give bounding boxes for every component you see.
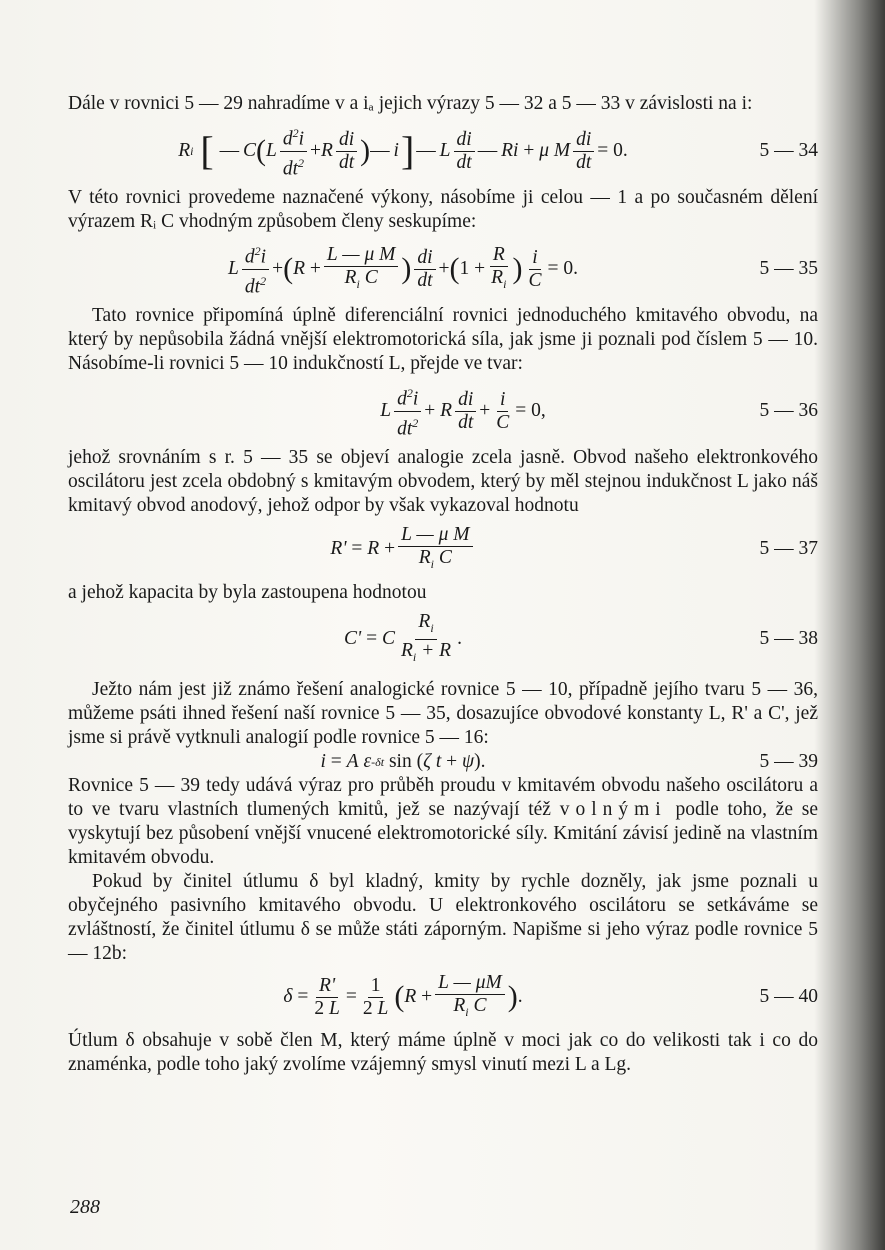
equation-5-35: L $\frac{d^2i}{dt^2}$ + ( R + $\frac{\text{L — μ M}}{R_i C}$ ) $\frac{di}{dt}$ + ( 1 + $\frac{R}{R_i}$ ) $\frac{i}{C}$ = 0. 5 — 35 bbox=[68, 240, 818, 298]
equation-number: 5 — 38 bbox=[759, 628, 818, 650]
page-number: 288 bbox=[70, 1196, 100, 1218]
equation-number: 5 — 37 bbox=[759, 538, 818, 560]
paragraph-8: Pokud by činitel útlumu δ byl kladný, kmity by rychle dozněly, jak jsme poznali u obyčejného pasivního kmitavého obvodu. U elektronkového oscilátoru se setkáváme se zvláštností, že činitel útlumu δ se může státi záporným. Napišme si jeho výraz podle rovnice 5 — 12b: bbox=[68, 870, 818, 964]
equation-5-34: R i [ — C ( L $\frac{d^2i}{dt^2}$ + R $\frac{di}{dt}$ ) — i ] — L $\frac{di}{dt}$ — Ri + μ M $\frac{di}{dt}$ = 0. 5 — 34 bbox=[68, 122, 818, 180]
equation-5-40: δ = $\frac{R'}{2 L}$ = $\frac{1}{2 L}$ ( R + $\frac{L — \mu M}{R_i C}$ ) . 5 — 40 bbox=[283, 971, 818, 1019]
paragraph-6: Ježto nám jest již známo řešení analogické rovnice 5 — 10, případně jejího tvaru 5 — 36, můžeme psáti ihned řešení naší rovnice 5 — 35, dosazujíce obvodové konstanty L, R' a C', jež jsme si právě vytknuli analogií podle rovnice 5 — 16: bbox=[68, 678, 818, 748]
paragraph-3: Tato rovnice připomíná úplně diferenciální rovnici jednoduchého kmitavého obvodu, na který by nepůsobila žádná vnější elektromotorická síla, jak jsme ji poznali pod číslem 5 — 10. Násobíme-li rovnici 5 — 10 indukčností L, přejde ve tvar: bbox=[68, 305, 818, 374]
equation-5-36: L $\frac{d^2i}{dt^2}$ + R $\frac{di}{dt}$ + $\frac{i}{C}$ = 0, 5 — 36 bbox=[68, 382, 818, 440]
equation-5-39: i = A ε -δt sin ( ζ t + ψ ). 5 — 39 bbox=[320, 750, 818, 772]
paragraph-5: a jehož kapacita by byla zastoupena hodnotou bbox=[68, 581, 427, 603]
equation-number: 5 — 39 bbox=[759, 750, 818, 772]
paragraph-7-end: podle toho, že se vyskytují bez působení vnější vnucené elektromotorické síly. Kmitání závisí jedině na vlastním kmitavém obvodu. bbox=[68, 798, 819, 868]
paragraph-7 bbox=[68, 774, 818, 870]
equation-5-38: C' = C $\frac{R_i}{R_i + R}$ . 5 — 38 bbox=[344, 610, 818, 664]
paragraph-7-start: Rovnice 5 — 39 tedy udává výraz pro průběh proudu v kmitavém obvodu našeho oscilátoru a to ve tvaru vlastních tlumených kmitů, jež se nazývají též bbox=[68, 774, 818, 820]
spaced-word: volnými bbox=[559, 798, 667, 820]
equation-5-37: R' = R + $\frac{\text{L — μ M}}{R_i C}$ 5 — 37 bbox=[330, 524, 818, 571]
equation-number: 5 — 34 bbox=[759, 140, 818, 161]
paragraph-2: V této rovnici provedeme naznačené výkony, násobíme ji celou — 1 a po současném dělení výrazem Rᵢ C vhodným způsobem členy seskupíme: bbox=[68, 187, 818, 232]
text-block bbox=[68, 92, 818, 1077]
paragraph-4: jehož srovnáním s r. 5 — 35 se objeví analogie zcela jasně. Obvod našeho elektronkového oscilátoru jest zcela obdobný s kmitavým obvodem, který by měl stejnou indukčnost L jako náš kmitavý obvod anodový, jehož odpor by však vykazoval hodnotu bbox=[68, 447, 818, 516]
equation-number: 5 — 36 bbox=[759, 400, 818, 421]
paragraph-9: Útlum δ obsahuje v sobě člen M, který máme úplně v moci jak co do velikosti tak i co do znaménka, podle toho jaký zvolíme vzájemný smysl vinutí mezi L a Lg. bbox=[68, 1029, 818, 1075]
equation-number: 5 — 40 bbox=[759, 986, 818, 1008]
equation-number: 5 — 35 bbox=[759, 258, 818, 279]
paragraph-1: Dále v rovnici 5 — 29 nahradíme v a iₐ jejich výrazy 5 — 32 a 5 — 33 v závislosti na i: bbox=[68, 93, 753, 114]
